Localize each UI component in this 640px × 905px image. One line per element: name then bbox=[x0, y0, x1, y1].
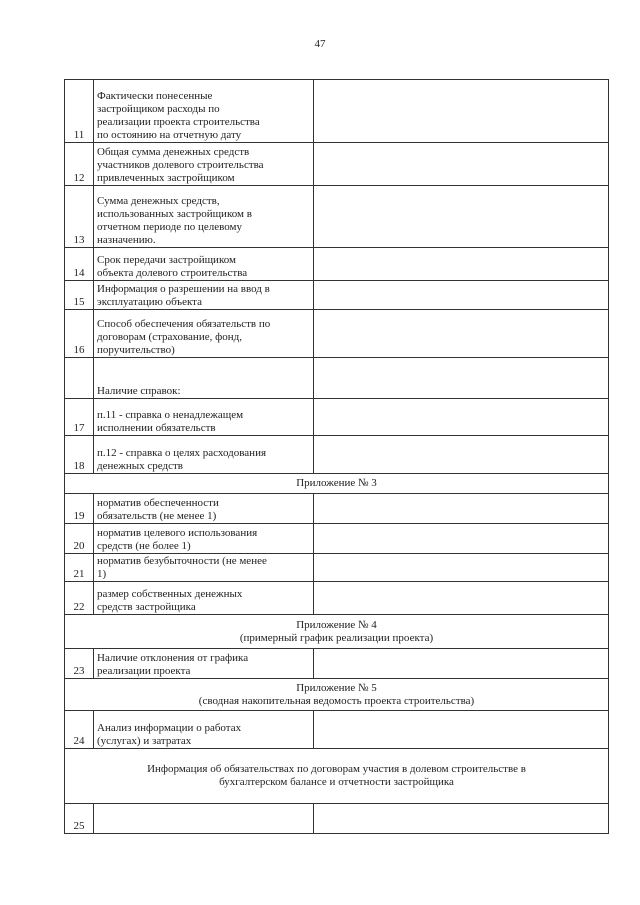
description-line: 1) bbox=[97, 568, 107, 580]
table-row bbox=[65, 649, 609, 679]
row-value-cell bbox=[314, 804, 609, 834]
section-header bbox=[65, 679, 609, 711]
row-value-cell bbox=[314, 310, 609, 358]
description-line: договорам (страхование, фонд, bbox=[97, 331, 242, 343]
table-row bbox=[65, 358, 609, 399]
description-line: Сумма денежных средств, bbox=[97, 195, 220, 207]
row-value-cell bbox=[314, 711, 609, 749]
section-header bbox=[65, 474, 609, 494]
row-description bbox=[94, 186, 314, 248]
description-line: привлеченных застройщиком bbox=[97, 172, 235, 184]
description-line: (услугах) и затратах bbox=[97, 735, 192, 747]
section-header-line: (сводная накопительная ведомость проекта строительства) bbox=[198, 694, 475, 707]
row-description bbox=[94, 281, 314, 310]
row-number: 11 bbox=[65, 80, 94, 143]
description-line: эксплуатацию объекта bbox=[97, 296, 202, 308]
description-line: Информация о разрешении на ввод в bbox=[97, 283, 270, 295]
row-number bbox=[65, 358, 94, 399]
table-row bbox=[65, 554, 609, 582]
description-line: Наличие справок: bbox=[97, 385, 181, 397]
description-line: Способ обеспечения обязательств по bbox=[97, 318, 271, 330]
row-number: 12 bbox=[65, 143, 94, 186]
description-line: размер собственных денежных bbox=[97, 588, 243, 600]
row-number: 24 bbox=[65, 711, 94, 749]
description-line: Анализ информации о работах bbox=[97, 722, 242, 734]
row-description bbox=[94, 649, 314, 679]
row-description bbox=[94, 436, 314, 474]
row-description bbox=[94, 582, 314, 615]
section-header-row bbox=[65, 679, 609, 711]
row-value-cell bbox=[314, 143, 609, 186]
row-value-cell bbox=[314, 494, 609, 524]
row-number: 20 bbox=[65, 524, 94, 554]
description-line: поручительство) bbox=[97, 344, 175, 356]
description-line: норматив целевого использования bbox=[97, 527, 258, 539]
table-row bbox=[65, 436, 609, 474]
row-number: 13 bbox=[65, 186, 94, 248]
description-line: реализации проекта строительства bbox=[97, 116, 260, 128]
row-description bbox=[94, 711, 314, 749]
page-number: 47 bbox=[314, 38, 326, 50]
row-value-cell bbox=[314, 436, 609, 474]
section-header-row bbox=[65, 615, 609, 649]
section-header-line: Информация об обязательствах по договорам участия в долевом строительстве в bbox=[147, 763, 526, 775]
row-description bbox=[94, 399, 314, 436]
description-line: обязательств (не менее 1) bbox=[97, 510, 217, 522]
description-line: денежных средств bbox=[97, 460, 183, 472]
table-row bbox=[65, 711, 609, 749]
description-line: п.11 - справка о ненадлежащем bbox=[97, 409, 244, 421]
table-row bbox=[65, 399, 609, 436]
row-description bbox=[94, 310, 314, 358]
row-number: 22 bbox=[65, 582, 94, 615]
description-line: средств застройщика bbox=[97, 601, 196, 613]
section-header bbox=[65, 615, 609, 649]
row-description bbox=[94, 554, 314, 582]
row-value-cell bbox=[314, 248, 609, 281]
table-row bbox=[65, 494, 609, 524]
row-description bbox=[94, 524, 314, 554]
table-row bbox=[65, 186, 609, 248]
section-header bbox=[65, 749, 609, 804]
description-line: объекта долевого строительства bbox=[97, 267, 248, 279]
table-row bbox=[65, 804, 609, 834]
description-line: исполнении обязательств bbox=[97, 422, 216, 434]
table-row bbox=[65, 582, 609, 615]
row-number: 18 bbox=[65, 436, 94, 474]
row-value-cell bbox=[314, 649, 609, 679]
description-line: застройщиком расходы по bbox=[97, 103, 220, 115]
row-value-cell bbox=[314, 80, 609, 143]
row-number: 19 bbox=[65, 494, 94, 524]
description-line: п.12 - справка о целях расходования bbox=[97, 447, 267, 459]
table-row bbox=[65, 310, 609, 358]
section-header-row bbox=[65, 474, 609, 494]
table-row bbox=[65, 524, 609, 554]
section-header-line: Приложение № 3 bbox=[296, 477, 377, 489]
table-row bbox=[65, 281, 609, 310]
row-number: 17 bbox=[65, 399, 94, 436]
table-row bbox=[65, 80, 609, 143]
description-line: средств (не более 1) bbox=[97, 540, 191, 552]
row-number: 15 bbox=[65, 281, 94, 310]
row-description bbox=[94, 248, 314, 281]
row-description bbox=[94, 494, 314, 524]
row-value-cell bbox=[314, 358, 609, 399]
row-value-cell bbox=[314, 186, 609, 248]
section-header-line: Приложение № 4 bbox=[296, 618, 377, 631]
row-number: 23 bbox=[65, 649, 94, 679]
section-header-row bbox=[65, 749, 609, 804]
report-table bbox=[64, 79, 609, 834]
description-line: Срок передачи застройщиком bbox=[97, 254, 236, 266]
row-description bbox=[94, 80, 314, 143]
row-number: 14 bbox=[65, 248, 94, 281]
table-row bbox=[65, 143, 609, 186]
row-value-cell bbox=[314, 281, 609, 310]
description-line: назначению. bbox=[97, 234, 156, 246]
description-line: реализации проекта bbox=[97, 665, 191, 677]
description-line: по остоянию на отчетную дату bbox=[97, 129, 242, 141]
row-number: 21 bbox=[65, 554, 94, 582]
row-value-cell bbox=[314, 524, 609, 554]
description-line: Фактически понесенные bbox=[97, 90, 213, 102]
section-header-line: (примерный график реализации проекта) bbox=[239, 631, 434, 644]
row-value-cell bbox=[314, 582, 609, 615]
row-value-cell bbox=[314, 554, 609, 582]
row-value-cell bbox=[314, 399, 609, 436]
section-header-line: Приложение № 5 bbox=[296, 681, 377, 694]
row-number: 16 bbox=[65, 310, 94, 358]
row-number: 25 bbox=[65, 804, 94, 834]
description-line: использованных застройщиком в bbox=[97, 208, 252, 220]
row-description bbox=[94, 804, 314, 834]
description-line: Общая сумма денежных средств bbox=[97, 146, 250, 158]
row-description bbox=[94, 143, 314, 186]
description-line: участников долевого строительства bbox=[97, 159, 264, 171]
description-line: норматив безубыточности (не менее bbox=[97, 555, 267, 567]
description-line: норматив обеспеченности bbox=[97, 497, 219, 509]
table-row bbox=[65, 248, 609, 281]
row-description bbox=[94, 358, 314, 399]
section-header-line: бухгалтерском балансе и отчетности застройщика bbox=[219, 776, 454, 788]
description-line: отчетном периоде по целевому bbox=[97, 221, 242, 233]
description-line: Наличие отклонения от графика bbox=[97, 652, 249, 664]
